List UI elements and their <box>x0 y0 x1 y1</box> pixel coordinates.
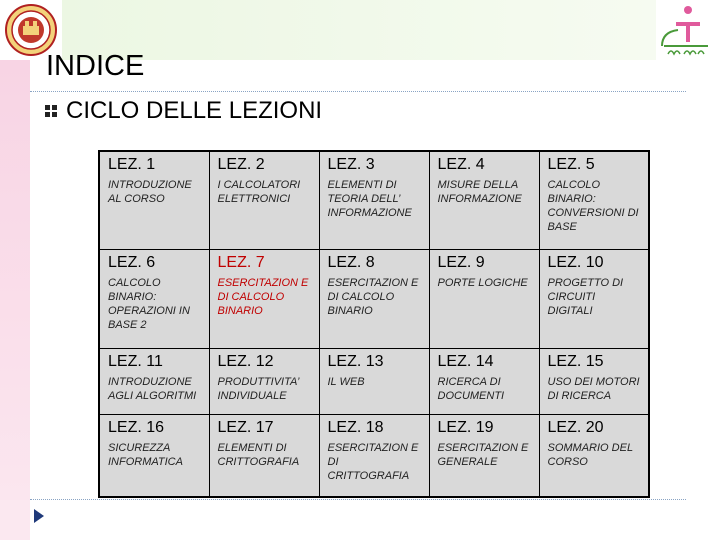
lesson-cell <box>429 250 539 348</box>
lesson-description: INTRODUZIONE AL CORSO <box>108 179 192 205</box>
lesson-cell <box>319 348 429 414</box>
lesson-cell <box>99 348 209 414</box>
table-row <box>99 414 649 497</box>
lesson-label: LEZ. 7 <box>217 254 265 272</box>
lesson-label: LEZ. 15 <box>547 352 604 370</box>
lesson-cell <box>99 414 209 497</box>
lesson-description: IL WEB <box>327 375 365 388</box>
lesson-cell <box>209 348 319 414</box>
lesson-label: LEZ. 19 <box>437 418 494 436</box>
table-row <box>99 151 649 250</box>
lesson-label: LEZ. 13 <box>327 352 384 370</box>
lesson-label: LEZ. 16 <box>108 418 165 436</box>
lesson-description: ELEMENTI DI CRITTOGRAFIA <box>217 441 300 468</box>
lesson-description: SICUREZZA INFORMATICA <box>108 441 183 468</box>
lesson-label: LEZ. 10 <box>547 254 604 272</box>
lesson-description: INTRODUZIONE AGLI ALGORITMI <box>108 375 197 402</box>
lesson-cell <box>209 414 319 497</box>
left-accent-band <box>0 60 30 500</box>
lesson-description: CALCOLO BINARIO: OPERAZIONI IN BASE 2 <box>108 277 190 332</box>
lesson-cell <box>429 348 539 414</box>
lesson-description: ESERCITAZION E DI CALCOLO BINARIO <box>327 277 419 318</box>
section-title: CICLO DELLE LEZIONI <box>66 97 323 124</box>
lesson-description: ELEMENTI DI TEORIA DELL’ INFORMAZIONE <box>327 179 412 219</box>
lessons-table <box>98 150 650 498</box>
lesson-cell <box>99 250 209 348</box>
lesson-cell <box>319 151 429 250</box>
lesson-label: LEZ. 9 <box>437 254 485 272</box>
brand-logo <box>654 2 716 66</box>
lesson-label: LEZ. 2 <box>217 156 265 173</box>
lesson-label: LEZ. 1 <box>108 156 156 173</box>
lesson-description: MISURE DELLA INFORMAZIONE <box>437 179 522 205</box>
lesson-description: ESERCITAZION E DI CALCOLO BINARIO <box>217 277 309 318</box>
page-title: INDICE <box>46 50 145 82</box>
lesson-cell <box>539 151 649 250</box>
lesson-cell-highlighted <box>209 250 319 348</box>
lesson-description: USO DEI MOTORI DI RICERCA <box>547 375 640 402</box>
ornament-bullet-icon <box>45 105 57 117</box>
lesson-cell <box>319 414 429 497</box>
lesson-label: LEZ. 8 <box>327 254 375 272</box>
lesson-cell <box>429 414 539 497</box>
lesson-description: PORTE LOGICHE <box>437 277 528 290</box>
lesson-label: LEZ. 11 <box>108 352 163 370</box>
lesson-label: LEZ. 3 <box>327 156 375 173</box>
lesson-label: LEZ. 6 <box>108 254 156 272</box>
lesson-label: LEZ. 18 <box>327 418 384 436</box>
lesson-description: I CALCOLATORI ELETTRONICI <box>217 179 301 205</box>
left-accent-band-bottom <box>0 500 30 540</box>
lesson-cell <box>319 250 429 348</box>
lesson-label: LEZ. 17 <box>217 418 274 436</box>
footer-divider <box>30 499 686 500</box>
title-divider <box>30 91 686 92</box>
lesson-label: LEZ. 5 <box>547 156 595 173</box>
table-row <box>99 348 649 414</box>
lesson-cell <box>429 151 539 250</box>
lesson-description: PROGETTO DI CIRCUITI DIGITALI <box>547 277 624 318</box>
lesson-description: ESERCITAZION E DI CRITTOGRAFIA <box>327 441 419 482</box>
lesson-description: ESERCITAZION E GENERALE <box>437 441 529 468</box>
lesson-label: LEZ. 12 <box>217 352 274 370</box>
lesson-cell <box>209 151 319 250</box>
lesson-label: LEZ. 4 <box>437 156 485 173</box>
lesson-label: LEZ. 14 <box>437 352 494 370</box>
header-band <box>62 0 656 60</box>
triangle-right-icon[interactable] <box>34 509 44 523</box>
table-row <box>99 250 649 348</box>
lesson-cell <box>539 250 649 348</box>
lesson-cell <box>539 348 649 414</box>
lesson-cell <box>539 414 649 497</box>
lesson-description: PRODUTTIVITA’ INDIVIDUALE <box>217 375 299 402</box>
lesson-description: SOMMARIO DEL CORSO <box>547 441 633 468</box>
lesson-description: RICERCA DI DOCUMENTI <box>437 375 505 402</box>
lesson-label: LEZ. 20 <box>547 418 604 436</box>
lesson-description: CALCOLO BINARIO: CONVERSIONI DI BASE <box>547 179 639 233</box>
lesson-cell <box>99 151 209 250</box>
